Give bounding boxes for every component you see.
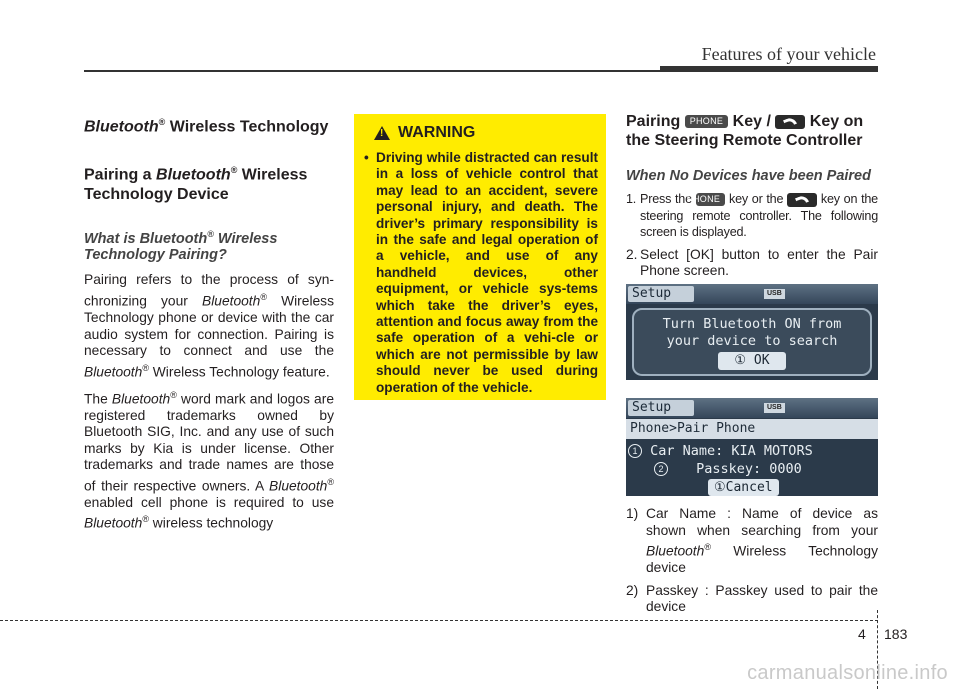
heading-text: Wireless Technology Device [84,166,308,203]
step-2 [626,247,878,280]
pairing-heading [84,161,334,203]
passkey-line [626,460,878,478]
setup-tab: Setup [628,286,694,302]
subheading-no-devices: When No Devices have been Paired [626,168,871,184]
button-number: ① [734,353,747,368]
chapter-number: 4 [858,626,866,642]
brand-text: Bluetooth [156,166,231,184]
text: The [84,391,112,407]
warning-text: Driving while distracted can result in a loss of vehicle control that may lead to an accident, severe personal injury, and death. The driver’s primary responsibility is in the safe and legal operation of a vehicle, and use of any handheld devices, other equipment, or vehicle sys-tems which take the driver’s eyes, attention and focus away from the safe operation of a vehi-cle or which are not permissible by law should never be used during operation of the vehicle. [376,150,598,395]
button-number: ① [714,480,726,495]
text: enabled cell phone is required to use [84,494,334,510]
header-rule-thick [660,66,878,72]
subheading-text: What is Bluetooth [84,230,208,247]
call-key-icon [775,115,805,129]
phone-key-icon: PHONE [685,115,729,128]
column-right [626,112,878,286]
passkey-text: Passkey: 0000 [696,461,802,477]
screen-notes [626,506,878,622]
paragraph-trademark [84,387,334,533]
screen-title-bar [626,398,878,418]
text: Passkey : Passkey used to pair the device [646,582,878,615]
column-left [84,112,334,538]
subheading-what-is [84,226,334,265]
reg-mark: ® [142,362,149,373]
note-1 [626,506,878,577]
pairing-key-heading [626,112,878,150]
cancel-line [626,478,878,496]
warning-body [354,144,606,396]
reg-mark: ® [170,389,177,400]
text: Wireless Technology device [646,543,878,576]
note-2 [626,583,878,616]
text: Wireless Technology feature. [148,364,330,380]
screen-title-bar [626,284,878,304]
brand-text: Bluetooth [84,364,143,380]
car-name-line [626,442,878,460]
heading-text: Key on the Steering Remote Controller [626,113,864,149]
watermark: carmanualsonline.info [747,662,948,684]
brand-text: Bluetooth [84,515,143,531]
text: key or the [725,192,788,206]
brand-text: Bluetooth [646,543,705,559]
screen-bluetooth-on [626,284,878,380]
setup-tab: Setup [628,400,694,416]
message-line: Turn Bluetooth ON from [662,316,842,332]
reg-mark: ® [230,165,238,176]
button-label: Cancel [725,480,773,495]
note-number: 2) [626,582,639,598]
paragraph-pairing [84,272,334,380]
header-title: Features of your vehicle [701,44,876,64]
step-number: 1. [626,192,637,206]
heading-text: Pairing a [84,166,157,184]
text: Pairing refers to the process of syn-chronizing your [84,272,334,309]
usb-indicator: USB [764,289,785,299]
text: Car Name : Name of device as shown when searching from your [646,506,878,538]
bullet: • [364,150,369,165]
message-box [632,308,872,376]
warning-box [354,114,606,400]
message-line: your device to search [666,333,838,349]
brand-text: Bluetooth [111,391,171,407]
brand-text: Bluetooth [269,478,328,494]
text: Select [OK] button to enter the Pair Phone screen. [640,246,878,278]
brand-text: Bluetooth [202,293,261,309]
page-number: 183 [884,626,908,642]
reg-mark: ® [158,117,166,127]
ok-button [718,352,786,370]
text: Press the [640,192,696,206]
reg-mark: ® [207,228,214,239]
warning-header [354,114,606,144]
header-rule [84,70,660,72]
callout-marker: 2 [654,462,668,476]
reg-mark: ® [704,542,711,552]
text: key on the steering remote controller. The following screen is displayed. [640,192,878,239]
step-1 [626,191,878,241]
text: wireless technology [148,515,274,531]
brand-text: Bluetooth [84,118,159,136]
reg-mark: ® [142,514,149,525]
heading-text: Pairing [626,113,685,130]
note-number: 1) [626,506,639,521]
text: word mark and logos are registered trademarks owned by Bluetooth SIG, Inc. and any use of such marks by Kia is under license. Other trademarks and trade names are those of their respective owners. A [84,391,334,494]
subheading-text: Wireless Technology Pairing? [84,230,278,264]
section-title-text: Wireless Technology [165,118,329,136]
callout-marker: 1 [628,444,642,458]
call-key-icon [787,193,817,207]
usb-indicator: USB [764,403,785,413]
button-label: OK [746,353,770,368]
car-name-text: Car Name: KIA MOTORS [650,443,813,459]
phone-key-icon: PHONE [696,193,726,206]
cancel-button [708,479,779,496]
section-title [84,112,334,137]
screen-path: Phone>Pair Phone [626,419,878,439]
reg-mark: ® [260,291,267,302]
heading-text: Key / [728,113,776,130]
footer-rule [0,620,878,621]
text: Wireless Technology phone or device with the car audio system for connection. Pairing is necessary to connect and use the [84,293,334,359]
screen-pair-phone [626,398,878,496]
step-number: 2. [626,246,638,262]
reg-mark: ® [327,476,334,487]
warning-title: WARNING [398,124,476,141]
warning-triangle-icon: ! [374,126,390,140]
